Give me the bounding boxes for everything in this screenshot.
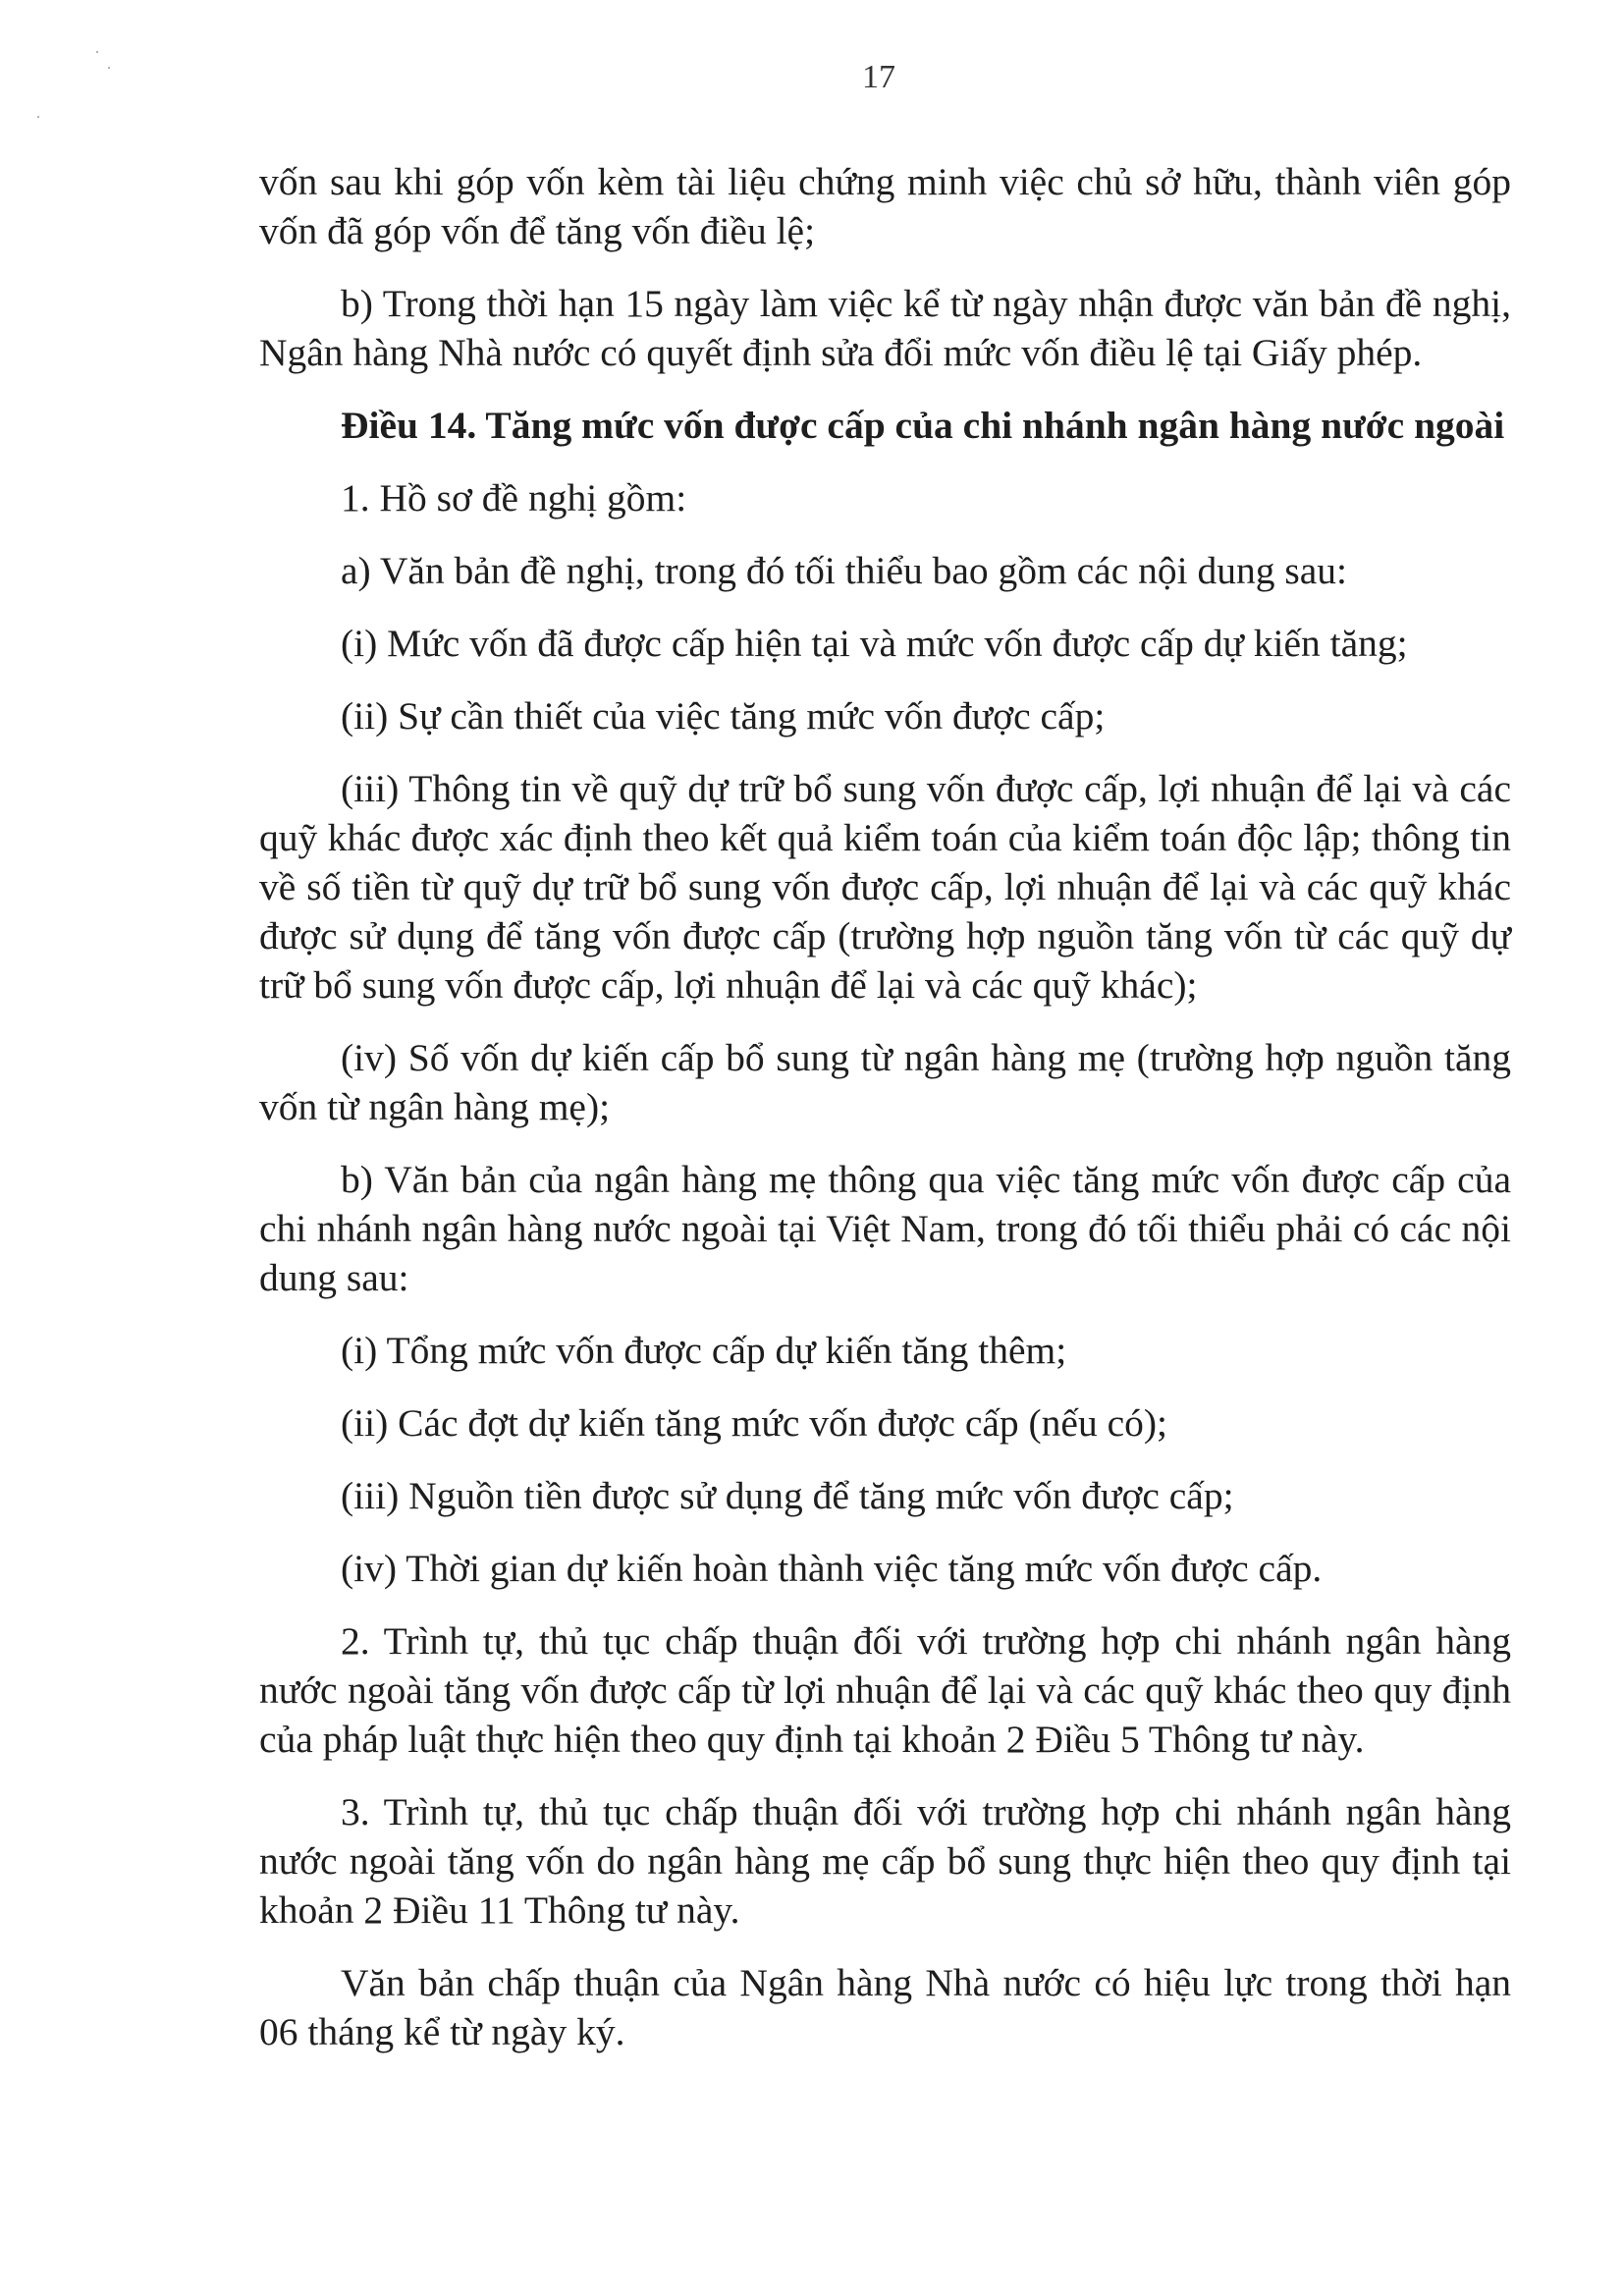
paragraph-subpoint-iii: (iii) Thông tin về quỹ dự trữ bổ sung vốn được cấp, lợi nhuận để lại và các quỹ khác được xác định theo kết quả kiểm toán của kiểm toán độc lập; thông tin về số tiền từ quỹ dự trữ bổ sung vốn được cấp, lợi nhuận để lại và các quỹ khác được sử dụng để tăng vốn được cấp (trường hợp nguồn tăng vốn từ các quỹ dự trữ bổ sung vốn được cấp, lợi nhuận để lại và các quỹ khác); xyxy=(259,767,1511,1007)
paragraph-clause-3: 3. Trình tự, thủ tục chấp thuận đối với trường hợp chi nhánh ngân hàng nước ngoài tăng vốn do ngân hàng mẹ cấp bổ sung thực hiện theo quy định tại khoản 2 Điều 11 Thông tư này. xyxy=(259,1790,1511,1932)
paragraph-point-b: b) Văn bản của ngân hàng mẹ thông qua việc tăng mức vốn được cấp của chi nhánh ngân hàng nước ngoài tại Việt Nam, trong đó tối thiểu phải có các nội dung sau: xyxy=(259,1158,1511,1299)
paragraph-subpoint-iv: (iv) Số vốn dự kiến cấp bổ sung từ ngân hàng mẹ (trường hợp nguồn tăng vốn từ ngân hàng mẹ); xyxy=(259,1036,1511,1128)
paragraph-validity: Văn bản chấp thuận của Ngân hàng Nhà nước có hiệu lực trong thời hạn 06 tháng kể từ ngày ký. xyxy=(259,1961,1511,2053)
paragraph-subpoint-ii: (ii) Sự cần thiết của việc tăng mức vốn được cấp; xyxy=(341,694,1106,738)
document-body xyxy=(259,157,1511,2080)
paragraph-clause-2: 2. Trình tự, thủ tục chấp thuận đối với trường hợp chi nhánh ngân hàng nước ngoài tăng vốn được cấp từ lợi nhuận để lại và các quỹ khác theo quy định của pháp luật thực hiện theo quy định tại khoản 2 Điều 5 Thông tư này. xyxy=(259,1619,1511,1761)
paragraph-b-subpoint-ii: (ii) Các đợt dự kiến tăng mức vốn được cấp (nếu có); xyxy=(341,1401,1167,1445)
paragraph-point-a: a) Văn bản đề nghị, trong đó tối thiểu bao gồm các nội dung sau: xyxy=(341,549,1347,592)
scan-speck xyxy=(37,116,39,118)
paragraph-continuation: vốn sau khi góp vốn kèm tài liệu chứng minh việc chủ sở hữu, thành viên góp vốn đã góp vốn để tăng vốn điều lệ; xyxy=(259,160,1511,252)
paragraph-clause-b: b) Trong thời hạn 15 ngày làm việc kể từ ngày nhận được văn bản đề nghị, Ngân hàng Nhà nước có quyết định sửa đổi mức vốn điều lệ tại Giấy phép. xyxy=(259,282,1511,374)
paragraph-clause-1: 1. Hồ sơ đề nghị gồm: xyxy=(341,476,687,519)
paragraph-b-subpoint-iv: (iv) Thời gian dự kiến hoàn thành việc tăng mức vốn được cấp. xyxy=(341,1547,1323,1590)
scan-speck xyxy=(96,51,98,53)
paragraph-subpoint-i: (i) Mức vốn đã được cấp hiện tại và mức vốn được cấp dự kiến tăng; xyxy=(341,622,1408,665)
paragraph-b-subpoint-iii: (iii) Nguồn tiền được sử dụng để tăng mức vốn được cấp; xyxy=(341,1474,1234,1517)
page-number: 17 xyxy=(862,59,895,95)
article-heading: Điều 14. Tăng mức vốn được cấp của chi nhánh ngân hàng nước ngoài xyxy=(341,404,1505,447)
paragraph-b-subpoint-i: (i) Tổng mức vốn được cấp dự kiến tăng thêm; xyxy=(341,1329,1067,1372)
